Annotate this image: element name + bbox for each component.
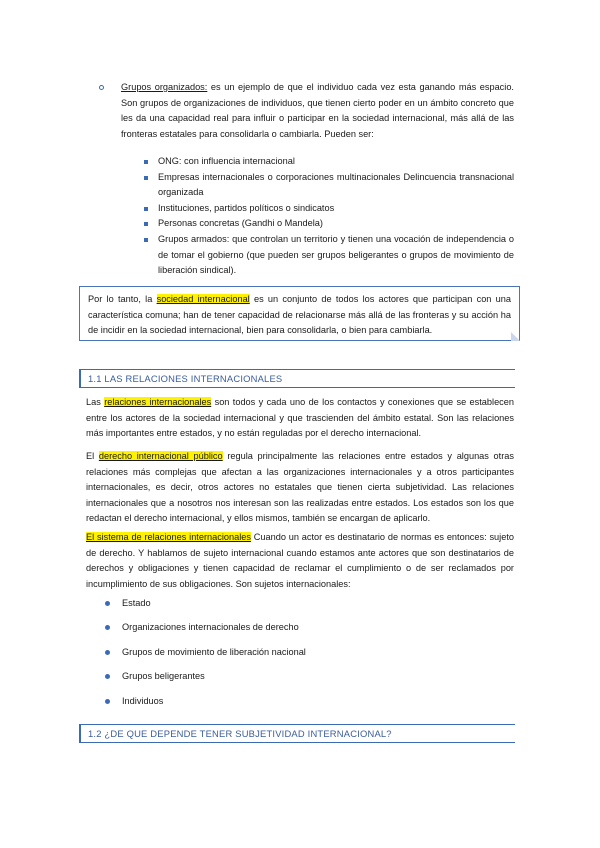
paragraph-relaciones	[86, 395, 514, 442]
square-bullet-icon	[144, 176, 148, 180]
term-derecho-internacional-publico: derecho internacional público	[98, 451, 223, 461]
term-sistema-relaciones: El sistema de relaciones internacionales	[86, 532, 251, 542]
list-item-text: Grupos beligerantes	[122, 671, 205, 682]
list-item	[144, 232, 514, 279]
para-before: El	[86, 451, 99, 461]
list-item	[105, 645, 485, 669]
list-item-text: Personas concretas (Gandhi o Mandela)	[158, 218, 323, 229]
para-after: son todos y cada uno de los contactos y conexiones que se establecen entre los actores de la sociedad internacional y que trascienden del ámbito estatal. Son las relaciones más importantes entre estados, y no están reguladas por el derecho internacional.	[86, 397, 514, 439]
square-bullet-icon	[144, 160, 148, 164]
list-item-text: Grupos armados: que controlan un territorio y tienen una vocación de independencia o de tomar el gobierno (que pueden ser grupos beligerantes o grupos de movimiento de liberación sindical).	[158, 233, 514, 276]
round-bullet-icon	[105, 674, 110, 679]
subjects-list	[105, 596, 485, 718]
callout-before: Por lo tanto, la	[88, 294, 157, 304]
round-bullet-icon	[105, 699, 110, 704]
section-heading-text: 1.2 ¿DE QUE DEPENDE TENER SUBJETIVIDAD INTERNACIONAL?	[88, 728, 392, 739]
page-fold-icon	[511, 332, 520, 341]
groups-list	[144, 154, 514, 279]
list-item	[105, 694, 485, 718]
intro-text: es un ejemplo de que el individuo cada vez esta ganando más espacio. Son grupos de organizaciones de individuos, que tienen cierto poder en un ámbito concreto que les da una capacidad real para influir o participar en la sociedad internacional, más allá de las fronteras estatales para consolidarla o cambiarla. Pueden ser:	[121, 82, 514, 139]
paragraph-sistema	[86, 530, 514, 592]
section-heading-1-2	[79, 724, 515, 743]
para-after: regula principalmente las relaciones entre estados y algunas otras relaciones más complejas que afectan a las organizaciones internacionales y a otros participantes internacionales, es decir, otros actores no estatales que tienen cierta subjetividad. Las relaciones internacionales que a nosotros nos interesan son las realizadas entre estados. Los estados son los que redactan el derecho internacional, y ellos mismos, también se encargan de aplicarlo.	[86, 451, 514, 524]
para-before: Las	[86, 397, 105, 407]
square-bullet-icon	[144, 222, 148, 226]
para-after: Cuando un actor es destinatario de normas es entonces: sujeto de derecho. Y hablamos de sujeto internacional cuando estamos ante actores que son destinatarios de derechos y obligaciones y tienen capacidad de reclamar el cumplimiento o de ser reclamados por incumplimiento de sus obligaciones. Son sujetos internacionales:	[86, 532, 514, 589]
list-item	[105, 669, 485, 693]
list-item-text: Empresas internacionales o corporaciones multinacionales Delincuencia transnacional organizada	[158, 171, 514, 198]
term-grupos-organizados: Grupos organizados:	[121, 82, 208, 92]
list-item	[144, 170, 514, 201]
callout-after: es un conjunto de todos los actores que participan con una característica comuna; han de tener capacidad de relacionarse más allá de las fronteras y su acción ha de incidir en la sociedad internacional, bien para consolidarla, o bien para cambiarla.	[88, 294, 511, 336]
intro-paragraph	[107, 80, 514, 142]
list-item-text: Organizaciones internacionales de derecho	[122, 622, 299, 633]
term-sociedad-internacional: sociedad internacional	[156, 294, 250, 304]
square-bullet-icon	[144, 207, 148, 211]
hollow-bullet-icon	[99, 85, 104, 90]
list-item	[144, 216, 514, 232]
list-item	[105, 596, 485, 620]
callout-box	[79, 286, 520, 341]
callout-text	[88, 292, 511, 339]
list-item	[105, 620, 485, 644]
list-item-text: ONG: con influencia internacional	[158, 156, 295, 166]
list-item	[144, 154, 514, 170]
intro-list-item	[107, 80, 514, 142]
section-heading-text: 1.1 LAS RELACIONES INTERNACIONALES	[88, 373, 283, 384]
round-bullet-icon	[105, 650, 110, 655]
square-bullet-icon	[144, 238, 148, 242]
round-bullet-icon	[105, 625, 110, 630]
round-bullet-icon	[105, 601, 110, 606]
list-item-text: Estado	[122, 598, 151, 608]
section-heading-1-1	[79, 369, 515, 388]
list-item-text: Instituciones, partidos políticos o sindicatos	[158, 202, 335, 213]
list-item-text: Individuos	[122, 695, 164, 706]
list-item	[144, 201, 514, 217]
list-item-text: Grupos de movimiento de liberación nacional	[122, 646, 306, 657]
paragraph-derecho	[86, 449, 514, 527]
term-relaciones-internacionales: relaciones internacionales	[104, 397, 212, 407]
